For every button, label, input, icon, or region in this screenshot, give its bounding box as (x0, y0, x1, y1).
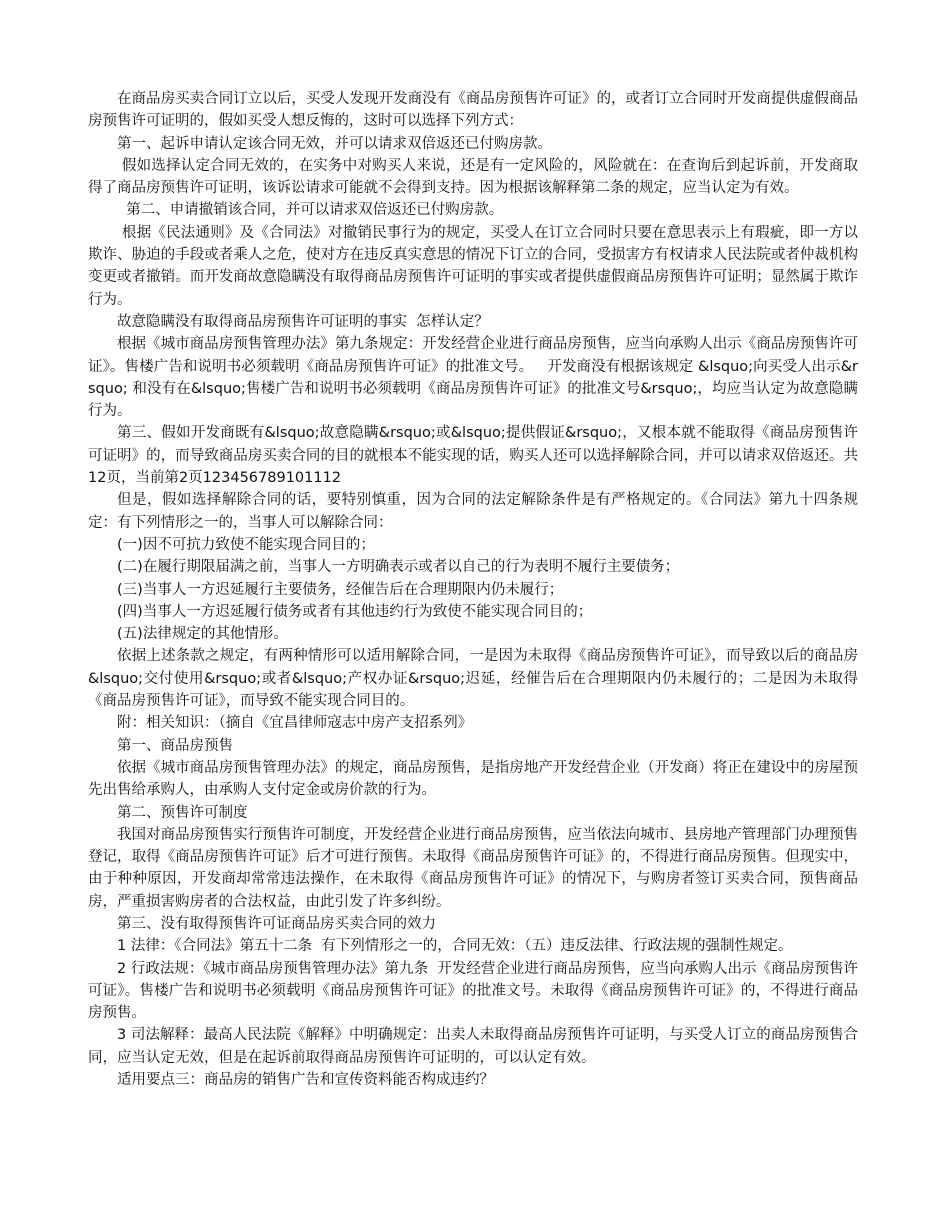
paragraph: 附：相关知识：（摘自《宜昌律师寇志中房产支招系列》 (117, 715, 473, 732)
paragraph: 第三、假如开发商既有&lsquo;故意隐瞒&rsquo;或&lsquo;提供假证&rsquo;，又根本就不能取得《商品房预售许可证明》的，而导致商品房买卖合同的目的就根本不能实现的话，购买人还可以选择解除合同，并可以请求双倍返还。共12页，当前第2页123456789101112 (88, 425, 858, 487)
paragraph: 假如选择认定合同无效的，在实务中对购买人来说，还是有一定风险的，风险就在：在查询后到起诉前，开发商取得了商品房预售许可证明，该诉讼请求可能就不会得到支持。因为根据该解释第二条的规定，应当认定为有效。 (88, 157, 859, 197)
list-item: (三)当事人一方迟延履行主要债务，经催告后在合理期限内仍未履行； (117, 581, 564, 598)
section-heading: 第一、商品房预售 (117, 737, 233, 754)
paragraph: 适用要点三：商品房的销售广告和宣传资料能否构成违约？ (117, 1072, 494, 1089)
paragraph: 第一、起诉申请认定该合同无效，并可以请求双倍返还已付购房款。 (117, 135, 552, 152)
document-page (88, 88, 858, 1091)
paragraph: 故意隐瞒没有取得商品房预售许可证明的事实 怎样认定？ (117, 313, 489, 330)
paragraph: 1 法律：《合同法》第五十二条 有下列情形之一的，合同无效：（五）违反法律、行政法规的强制性规定。 (117, 938, 793, 955)
paragraph: 依据上述条款之规定，有两种情形可以适用解除合同，一是因为未取得《商品房预售许可证》，而导致以后的商品房&lsquo;交付使用&rsquo;或者&lsquo;产权办证&rsquo;迟延，经催告后在合理期限内仍未履行的；二是因为未取得《商品房预售许可证》，而导致不能实现合同目的。 (88, 648, 858, 710)
paragraph: 但是，假如选择解除合同的话，要特别慎重，因为合同的法定解除条件是有严格规定的。《合同法》第九十四条规定：有下列情形之一的，当事人可以解除合同： (88, 492, 858, 531)
paragraph: 3 司法解释：最高人民法院《解释》中明确规定：出卖人未取得商品房预售许可证明，与买受人订立的商品房预售合同，应当认定无效，但是在起诉前取得商品房预售许可证明的，可以认定有效。 (88, 1027, 858, 1066)
paragraph: 2 行政法规：《城市商品房预售管理办法》第九条 开发经营企业进行商品房预售，应当向承购人出示《商品房预售许可证》。售楼广告和说明书必须载明《商品房预售许可证》的批准文号。未取得《商品房预售许可证》的，不得进行商品房预售。 (88, 960, 858, 1022)
section-heading: 第三、没有取得预售许可证商品房买卖合同的效力 (117, 915, 436, 932)
paragraph: 根据《民法通则》及《合同法》对撤销民事行为的规定，买受人在订立合同时只要在意思表示上有瑕疵，即一方以欺诈、胁迫的手段或者乘人之危，使对方在违反真实意思的情况下订立的合同，受损害方有权请求人民法院或者仲裁机构变更或者撤销。而开发商故意隐瞒没有取得商品房预售许可证明的事实或者提供虚假商品房预售许可证明；显然属于欺诈行为。 (88, 224, 859, 308)
paragraph: 在商品房买卖合同订立以后，买受人发现开发商没有《商品房预售许可证》的，或者订立合同时开发商提供虚假商品房预售许可证明的，假如买受人想反悔的，这时可以选择下列方式： (88, 91, 858, 130)
paragraph: 依据《城市商品房预售管理办法》的规定，商品房预售，是指房地产开发经营企业（开发商）将正在建设中的房屋预先出售给承购人，由承购人支付定金或房价款的行为。 (88, 759, 858, 799)
paragraph: 根据《城市商品房预售管理办法》第九条规定：开发经营企业进行商品房预售，应当向承购人出示《商品房预售许可证》。售楼广告和说明书必须载明《商品房预售许可证》的批准文号。 开发商没有根据该规定 &lsquo;向买受人出示&rsquo; 和没有在&lsquo;售楼广告和说明书必须载明《商品房预售许可证》的批准文号&rsquo;，均应当认定为故意隐瞒行为。 (88, 336, 858, 420)
section-heading: 第二、预售许可制度 (117, 804, 248, 821)
list-item: (一)因不可抗力致使不能实现合同目的； (117, 536, 375, 553)
list-item: (二)在履行期限届满之前，当事人一方明确表示或者以自己的行为表明不履行主要债务； (117, 559, 680, 576)
paragraph: 我国对商品房预售实行预售许可制度，开发经营企业进行商品房预售，应当依法向城市、县房地产管理部门办理预售登记，取得《商品房预售许可证》后才可进行预售。未取得《商品房预售许可证》的，不得进行商品房预售。但现实中，由于种种原因，开发商却常常违法操作，在未取得《商品房预售许可证》的情况下，与购房者签订买卖合同，预售商品房，严重损害购房者的合法权益，由此引发了许多纠纷。 (88, 826, 858, 910)
list-item: (四)当事人一方迟延履行债务或者有其他违约行为致使不能实现合同目的； (117, 603, 593, 620)
list-item: (五)法律规定的其他情形。 (117, 626, 288, 643)
paragraph: 第二、申请撤销该合同，并可以请求双倍返还已付购房款。 (117, 202, 504, 219)
